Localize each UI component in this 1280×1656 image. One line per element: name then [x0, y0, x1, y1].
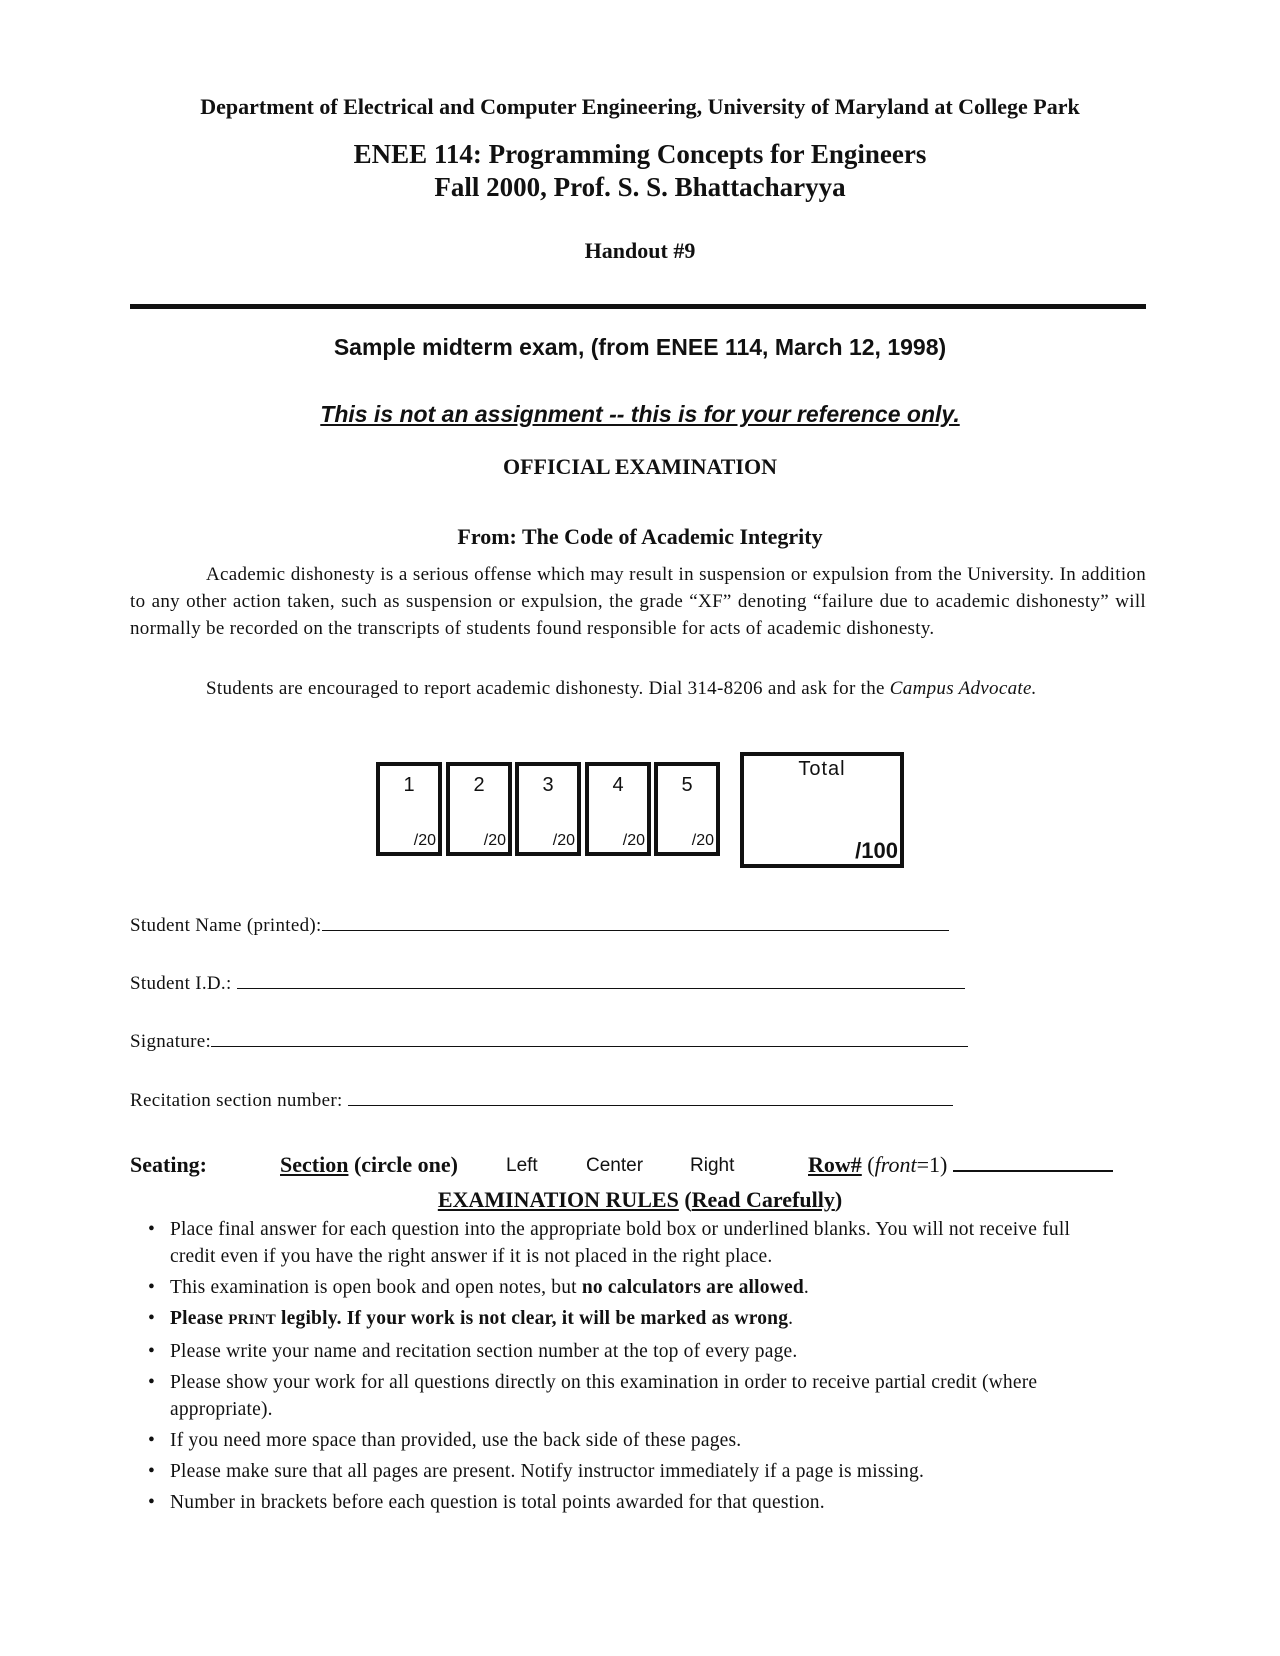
rules-heading-sub: Read Carefully [691, 1187, 835, 1212]
recitation-field [130, 1087, 953, 1112]
signature-input[interactable] [211, 1028, 968, 1047]
seat-option-center[interactable]: Center [586, 1155, 644, 1176]
rule-item: • Number in brackets before each question is total points awarded for that question. [148, 1489, 1108, 1516]
course-title-block [0, 138, 1280, 204]
score-box-q1 [376, 762, 442, 856]
rules-list [148, 1216, 1108, 1520]
reference-notice: This is not an assignment -- this is for your reference only. [320, 401, 960, 427]
row-label: Row# [808, 1152, 862, 1177]
circle-one-hint: (circle one) [353, 1152, 458, 1177]
rules-heading: EXAMINATION RULES (Read Carefully) [437, 1187, 843, 1212]
exam-subtitle: Sample midterm exam, (from ENEE 114, March 12, 1998) [333, 334, 947, 360]
campus-advocate: Campus Advocate. [889, 678, 1037, 699]
course-term: Fall 2000, Prof. S. S. Bhattacharyya [434, 172, 846, 202]
score-box-points: /20 [413, 832, 436, 849]
course-title: ENEE 114: Programming Concepts for Engineers [353, 139, 927, 169]
student-id-input[interactable] [237, 970, 965, 989]
score-box-number: 1 [403, 774, 415, 796]
score-box-q2 [446, 762, 512, 856]
rules-heading-main: EXAMINATION RULES [437, 1187, 679, 1212]
section-label: Section [280, 1152, 349, 1177]
total-label: Total [798, 758, 846, 780]
student-id-field [130, 970, 965, 995]
rule-item-legibly: legibly. If your work is not clear, it will be marked as wrong [281, 1308, 789, 1329]
total-points: /100 [855, 838, 898, 863]
row-number-field: Row# (front=1) [808, 1152, 1113, 1178]
seat-option-left[interactable]: Left [506, 1155, 538, 1176]
student-name-field [130, 912, 949, 937]
score-box-points: /20 [483, 832, 506, 849]
score-box-number: 5 [681, 774, 693, 796]
student-id-label: Student I.D.: [130, 973, 232, 994]
rule-item: • Please show your work for all questions directly on this examination in order to receive partial credit (where appropriate). [148, 1369, 1108, 1423]
score-box-q4 [585, 762, 651, 856]
score-box-total [740, 752, 904, 868]
row-hint-rest: =1) [916, 1152, 948, 1177]
handout-number: Handout #9 [584, 238, 696, 263]
integrity-paragraph-1: Academic dishonesty is a serious offense which may result in suspension or expulsion from the University. In addition to any other action taken, such as suspension or expulsion, the grade “XF” denoting “failure due to academic dishonesty” will normally be recorded on the transcripts of students found responsible for acts of academic dishonesty. [130, 564, 1146, 639]
seat-option-right[interactable]: Right [690, 1155, 735, 1176]
score-box-points: /20 [691, 832, 714, 849]
header-divider [130, 304, 1146, 309]
seating-label: Seating: [130, 1152, 207, 1177]
row-hint-front: front [874, 1152, 917, 1177]
score-box-number: 4 [612, 774, 624, 796]
rule-item: • Place final answer for each question into the appropriate bold box or underlined blanks. You will not receive full credit even if you have the right answer if it is not placed in the right place. [148, 1216, 1108, 1270]
rule-item-emphasis: no calculators are allowed [581, 1277, 804, 1298]
signature-label: Signature: [130, 1031, 212, 1052]
rule-item-please: Please [170, 1308, 224, 1329]
official-examination-heading: OFFICIAL EXAMINATION [502, 454, 777, 479]
student-name-label: Student Name (printed): [130, 915, 322, 936]
recitation-label: Recitation section number: [130, 1090, 343, 1111]
rule-item: • Please make sure that all pages are present. Notify instructor immediately if a page is missing. [148, 1458, 1108, 1485]
recitation-input[interactable] [348, 1087, 953, 1106]
seating-section [280, 1152, 458, 1178]
student-name-input[interactable] [322, 912, 949, 931]
rule-item-text: This examination is open book and open notes, but [170, 1277, 577, 1298]
integrity-paragraph-2-text: Students are encouraged to report academic dishonesty. Dial 314-8206 and ask for the [206, 678, 885, 699]
signature-field [130, 1028, 968, 1053]
rule-item-print: PRINT [228, 1312, 276, 1328]
seating-row [130, 1152, 207, 1178]
rule-item: • Please PRINT legibly. If your work is not clear, it will be marked as wrong. [148, 1305, 1108, 1334]
score-box-points: /20 [622, 832, 645, 849]
score-box-number: 2 [473, 774, 485, 796]
rule-item: • If you need more space than provided, use the back side of these pages. [148, 1427, 1108, 1454]
department-heading: Department of Electrical and Computer Engineering, University of Maryland at College Park [200, 94, 1080, 119]
rule-item: • This examination is open book and open notes, but no calculators are allowed. [148, 1274, 1108, 1301]
score-box-points: /20 [552, 832, 575, 849]
row-number-input[interactable] [953, 1152, 1113, 1172]
score-box-q3 [515, 762, 581, 856]
score-box-number: 3 [542, 774, 554, 796]
score-box-q5 [654, 762, 720, 856]
integrity-paragraph-2 [130, 675, 1146, 702]
rule-item: • Please write your name and recitation section number at the top of every page. [148, 1338, 1108, 1365]
integrity-heading: From: The Code of Academic Integrity [457, 524, 823, 549]
